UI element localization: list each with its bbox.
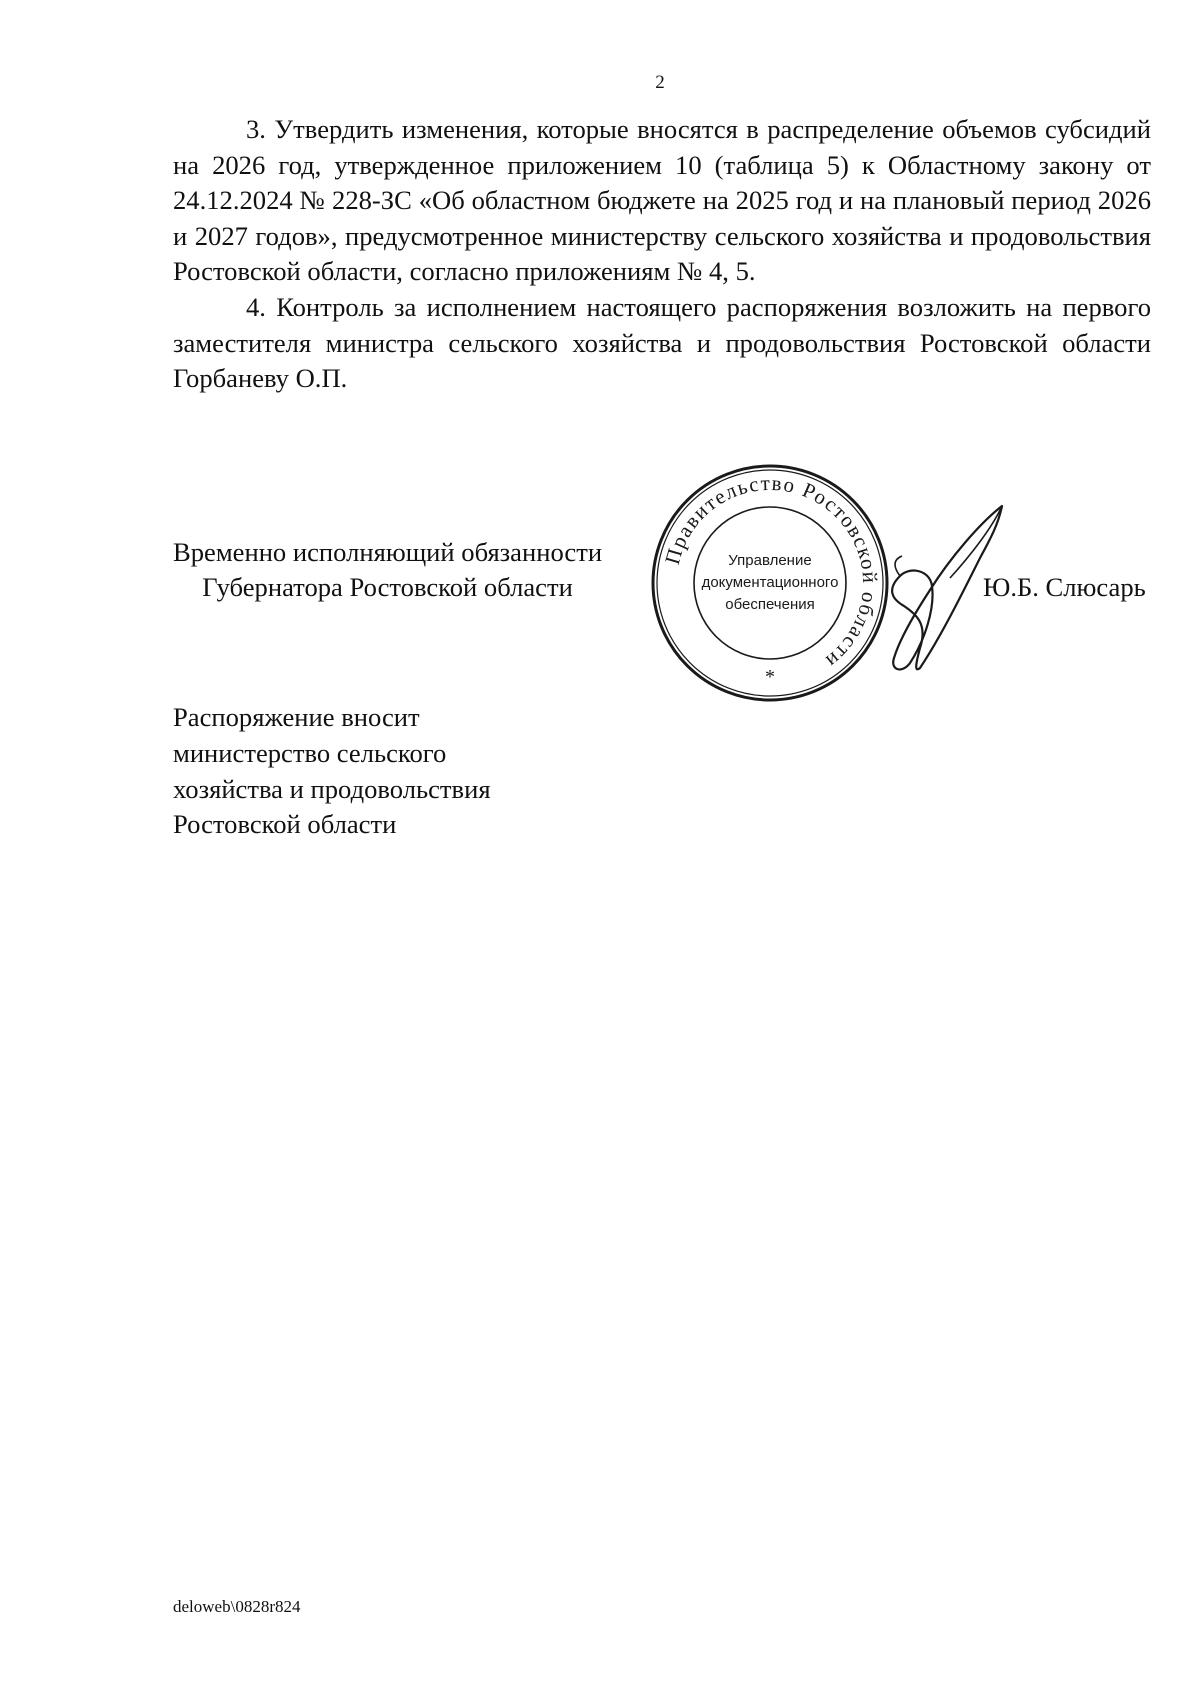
submitter-block — [173, 700, 491, 843]
paragraph-3: 3. Утвердить изменения, которые вносятся в распределение объемов субсидий на 2026 год, утвержденное приложением 10 (таблица 5) к Областному закону от 24.12.2024 № 228-ЗС «Об областном бюджете на 2025 год и на плановый период 2026 и 2027 годов», предусмотренное министерству сельского хозяйства и продовольствия Ростовской области, согласно приложениям № 4, 5. — [173, 114, 1151, 287]
submitter-line1: Распоряжение вносит — [173, 702, 420, 732]
submitter-line2: министерство сельского — [173, 737, 447, 768]
paragraph-4: 4. Контроль за исполнением настоящего распоряжения возложить на первого заместителя министра сельского хозяйства и продовольствия Ростовской области Горбаневу О.П. — [173, 291, 1151, 394]
official-stamp — [650, 463, 890, 703]
signatory-name: Ю.Б. Слюсарь — [983, 572, 1146, 602]
stamp-center-line2: документационного — [701, 574, 839, 591]
submitter-line4: Ростовской области — [173, 809, 397, 840]
page-number: 2 — [655, 72, 665, 93]
stamp-center-line3: обеспечения — [725, 596, 815, 613]
signatory-title — [173, 535, 602, 605]
document-body — [173, 112, 1151, 397]
signatory-title-line2: Губернатора Ростовской области — [202, 572, 573, 602]
stamp-ring-text: Правительство Ростовской области — [659, 470, 883, 675]
signatory-title-line1: Временно исполняющий обязанности — [173, 537, 603, 567]
stamp-star: * — [765, 666, 775, 688]
document-code: deloweb\0828r824 — [173, 1597, 301, 1616]
stamp-center-line1: Управление — [728, 552, 812, 569]
submitter-line3: хозяйства и продовольствия — [173, 773, 491, 804]
